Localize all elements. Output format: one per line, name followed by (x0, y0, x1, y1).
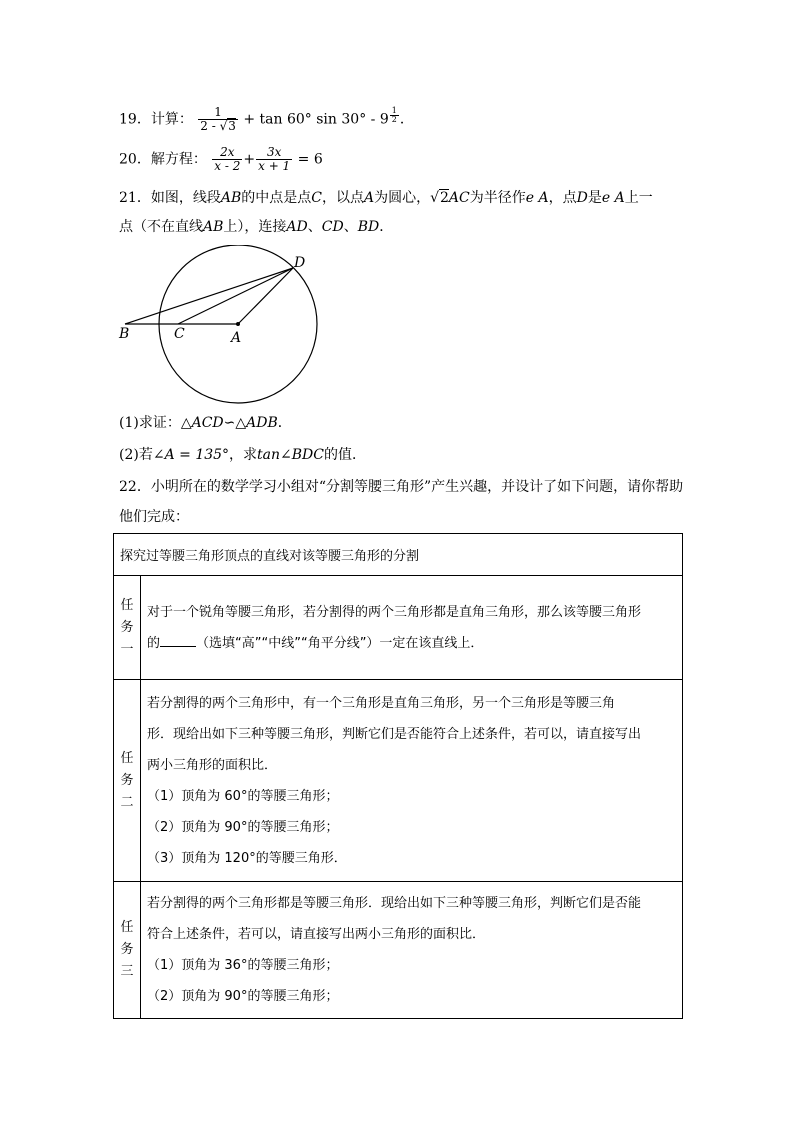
table-header: 探究过等腰三角形顶点的直线对该等腰三角形的分割 (114, 534, 683, 576)
fraction-2 (256, 146, 292, 173)
task-row-2 (114, 680, 683, 882)
question-prompt: 解方程： (150, 151, 207, 168)
question-21-line-1 (119, 188, 653, 208)
label-char: 任 (120, 597, 134, 613)
plus-sign: + (243, 151, 256, 168)
math-ac: AC (448, 190, 470, 206)
label-char: 务 (120, 942, 134, 957)
sqrt-symbol: √2 (430, 190, 449, 206)
fraction-numerator: 1 (214, 105, 222, 120)
task-line: 两小三角形的面积比． (147, 757, 278, 773)
text: (2)若 (119, 447, 153, 463)
exponent-denominator: 2 (391, 115, 397, 124)
task-line: （1）顶角为 60°的等腰三角形； (147, 788, 339, 804)
text: ，以点 (321, 190, 364, 206)
task-line: 对于一个锐角等腰三角形，若分割得的两个三角形都是直角三角形，那么该等腰三角形 (147, 604, 642, 620)
task-label (114, 882, 141, 1019)
math-ab: AB (203, 219, 224, 235)
segment-cd (178, 268, 293, 324)
question-number: 19． (119, 111, 151, 128)
label-char: 一 (120, 641, 134, 657)
radicand: 2 (440, 190, 449, 206)
expression-end: ． (399, 111, 414, 128)
question-22-line-1: 22．小明所在的数学学习小组对“分割等腰三角形”产生兴趣，并设计了如下问题，请你帮助 (119, 479, 684, 495)
label-b: B (119, 326, 130, 342)
task-line: （2）顶角为 90°的等腰三角形； (147, 989, 339, 1004)
equation-rhs: = 6 (297, 151, 323, 168)
segment-ad (238, 268, 293, 324)
math-d: D (576, 190, 588, 206)
table-header-row (114, 534, 683, 576)
fraction-denominator: x + 1 (258, 159, 291, 173)
radicand: 3 (228, 119, 236, 134)
text: 为半径作 (469, 190, 526, 206)
task-line: 符合上述条件，若可以，请直接写出两小三角形的面积比． (147, 927, 486, 942)
label-char: 任 (120, 750, 134, 766)
task-line: （1）顶角为 36°的等腰三角形； (147, 958, 339, 973)
text: 21．如图，线段 (119, 190, 221, 206)
task-body (141, 680, 683, 882)
label-a: A (231, 330, 242, 346)
segment-bd (125, 268, 293, 324)
math-c: C (311, 190, 322, 206)
fraction-numerator: 2x (220, 145, 235, 159)
text: 的值． (324, 447, 366, 463)
task-label (114, 680, 141, 882)
text: （选填“高”“中线”“角平分线”）一定在该直线上． (196, 635, 484, 651)
expression-middle: + tan 60° sin 30° - 9 (243, 111, 389, 128)
text: (1)求证： (119, 415, 181, 431)
question-20 (119, 146, 323, 173)
label-char: 务 (120, 772, 134, 788)
answer-blank[interactable] (160, 634, 196, 647)
separator: 、 (307, 219, 322, 235)
math-a: A (363, 190, 375, 206)
label-c: C (174, 326, 185, 342)
task-label (114, 576, 141, 680)
text: ． (379, 219, 394, 235)
text: 上），连接 (223, 219, 287, 235)
math-tan: tan∠BDC (257, 447, 324, 463)
text: ，点 (548, 190, 577, 206)
label-char: 二 (120, 794, 134, 810)
text: ． (277, 415, 292, 431)
task-line: （2）顶角为 90°的等腰三角形； (147, 819, 339, 835)
math-circle-a: e A (601, 190, 625, 206)
task-line: 若分割得的两个三角形都是等腰三角形．现给出如下三种等腰三角形，判断它们是否能 (147, 896, 642, 911)
question-prompt: 计算： (150, 111, 193, 128)
fraction-1 (212, 146, 242, 173)
separator: 、 (343, 219, 358, 235)
task-body (141, 576, 683, 680)
task-line: （3）顶角为 120°的等腰三角形． (147, 850, 347, 866)
math-angle: ∠A = 135° (152, 447, 230, 463)
question-21-part-2 (119, 445, 366, 465)
question-21-part-1 (119, 413, 292, 433)
math-cd: CD (321, 219, 344, 235)
sqrt-symbol: √3 (219, 119, 236, 134)
text: 的 (147, 635, 161, 651)
task-row-3 (114, 882, 683, 1019)
text: 为圆心， (374, 190, 431, 206)
label-char: 任 (120, 920, 134, 935)
task-table (113, 533, 683, 1019)
question-21-line-2 (119, 217, 393, 237)
task-row-1 (114, 576, 683, 680)
exponent-numerator: 1 (391, 106, 397, 115)
fraction-numerator: 3x (266, 145, 282, 159)
text: 点（不在直线 (119, 219, 203, 235)
label-d: D (294, 255, 306, 271)
geometry-figure (110, 245, 330, 405)
denominator-term: 2 - (200, 119, 220, 134)
math-bd: BD (357, 219, 380, 235)
question-22-line-2: 他们完成： (119, 509, 189, 525)
center-point-a (236, 322, 240, 326)
label-char: 三 (120, 964, 134, 979)
fraction-denominator: x - 2 (214, 159, 241, 173)
text: 是 (587, 190, 602, 206)
math-circle-a: e A (525, 190, 549, 206)
fraction-denominator (198, 119, 238, 133)
task-line-with-blank (147, 628, 674, 659)
task-line: 形．现给出如下三种等腰三角形，判断它们是否能符合上述条件，若可以，请直接写出 (147, 726, 642, 742)
fraction (198, 106, 238, 133)
label-char: 务 (120, 619, 134, 635)
text: 上一 (624, 190, 653, 206)
task-body (141, 882, 683, 1019)
exponent (389, 106, 400, 124)
question-number: 20． (119, 151, 151, 168)
math-ad: AD (286, 219, 308, 235)
math-ab: AB (220, 190, 242, 206)
text: 的中点是点 (241, 190, 312, 206)
question-19 (119, 106, 414, 133)
text: ，求 (229, 447, 258, 463)
task-line: 若分割得的两个三角形中，有一个三角形是直角三角形，另一个三角形是等腰三角 (147, 695, 616, 711)
math-similarity: △ACD∽△ADB (180, 415, 278, 431)
